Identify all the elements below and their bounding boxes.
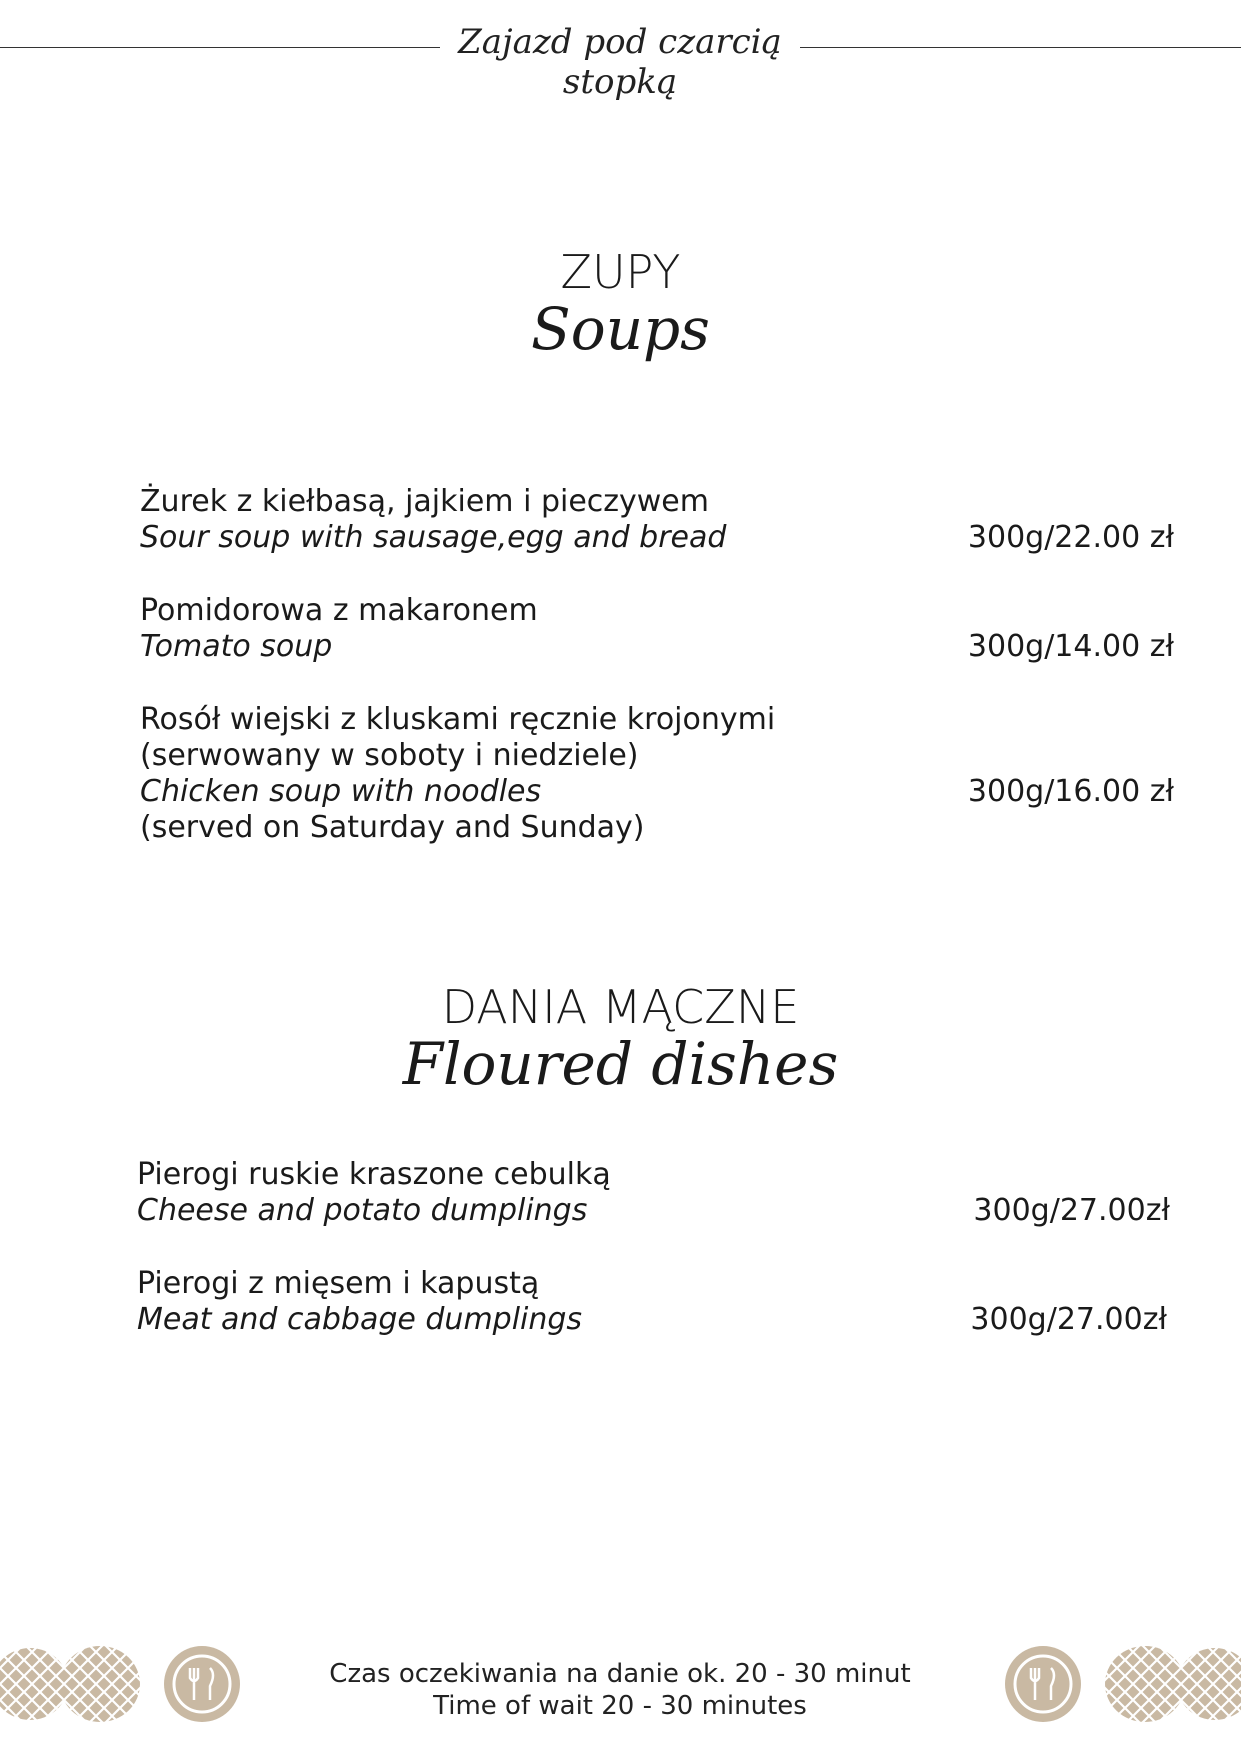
- dish-name-pl: Pomidorowa z makaronem: [140, 593, 538, 628]
- section-title-soups: [0, 245, 1241, 363]
- header-rule-right: [800, 47, 1241, 48]
- section-title-pl: ZUPY: [560, 245, 681, 299]
- dish-price: 300g/22.00 zł: [967, 520, 1174, 555]
- ornament-right-icon: [1005, 1644, 1241, 1724]
- dish-price: 300g/27.00zł: [973, 1193, 1170, 1228]
- section-title-en: Floured dishes: [402, 1030, 839, 1098]
- dish-name-en: Cheese and potato dumplings: [137, 1193, 588, 1228]
- section-title-pl: DANIA MĄCZNE: [441, 980, 800, 1034]
- dish-name-en: Sour soup with sausage,egg and bread: [140, 520, 727, 555]
- dish-name-en: Meat and cabbage dumplings: [137, 1302, 583, 1337]
- dish-price: 300g/27.00zł: [970, 1302, 1167, 1337]
- waiting-time-note: [300, 1658, 940, 1722]
- waiting-time-pl: Czas oczekiwania na danie ok. 20 - 30 minut: [329, 1659, 911, 1689]
- page-footer: [0, 1636, 1241, 1754]
- dish-note-pl: (serwowany w soboty i niedziele): [140, 738, 639, 773]
- ornament-left-icon: [0, 1644, 240, 1724]
- menu-item: [137, 1266, 1167, 1338]
- restaurant-brand: Zajazd pod czarcią stopką: [458, 22, 782, 102]
- section-title-floured: [0, 980, 1241, 1098]
- dish-name-pl: Rosół wiejski z kluskami ręcznie krojonymi: [140, 702, 776, 737]
- menu-item: [137, 1157, 1170, 1229]
- dish-price: 300g/14.00 zł: [967, 629, 1174, 664]
- menu-item: [140, 593, 1174, 665]
- dish-name-pl: Pierogi ruskie kraszone cebulką: [137, 1157, 611, 1192]
- dish-name-pl: Pierogi z mięsem i kapustą: [137, 1266, 540, 1301]
- menu-item: [140, 702, 1174, 846]
- waiting-time-en: Time of wait 20 - 30 minutes: [433, 1691, 807, 1721]
- dish-name-pl: Żurek z kiełbasą, jajkiem i pieczywem: [140, 484, 709, 519]
- header-rule-left: [0, 47, 440, 48]
- dish-note-en: (served on Saturday and Sunday): [140, 810, 645, 845]
- page-header: [0, 22, 1241, 102]
- menu-item: [140, 484, 1174, 556]
- dish-name-en: Chicken soup with noodles: [140, 774, 542, 809]
- dish-name-en: Tomato soup: [140, 629, 333, 664]
- dish-price: 300g/16.00 zł: [967, 774, 1174, 809]
- section-title-en: Soups: [531, 295, 710, 363]
